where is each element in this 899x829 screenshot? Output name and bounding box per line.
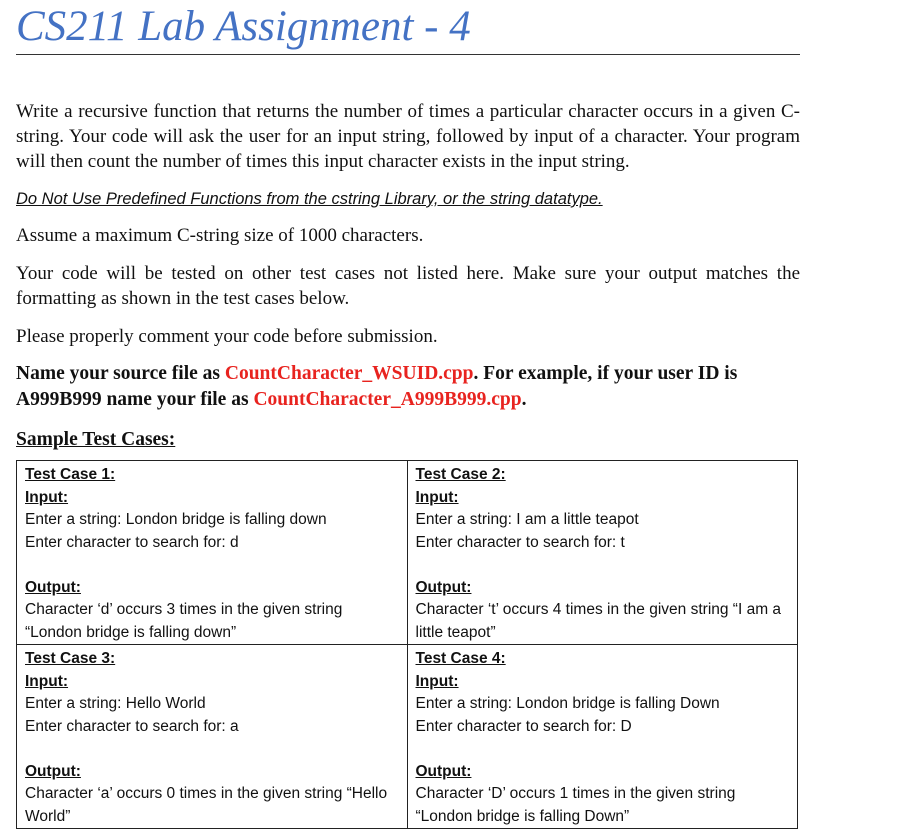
test-case-cell xyxy=(407,645,798,829)
naming-text-2: . For example, if your user ID is A999B999 name your file as xyxy=(16,363,738,410)
output-label: Output: xyxy=(415,578,472,596)
blank-line xyxy=(25,738,399,761)
blank-line xyxy=(25,554,399,577)
output-text: Character ‘D’ occurs 1 times in the given string “London bridge is falling Down” xyxy=(415,785,736,825)
input-string-line: Enter a string: I am a little teapot xyxy=(415,511,639,528)
intro-paragraph: Write a recursive function that returns the number of times a particular character occurs in a given C-string. Your code will ask the user for an input string, followed by input of a character. Your program will then count the number of times this input character exists in the input string. xyxy=(16,101,800,172)
file-naming-paragraph xyxy=(16,361,800,413)
test-case-cell xyxy=(17,461,408,645)
filename-example: CountCharacter_A999B999.cpp xyxy=(253,389,522,410)
input-string-line: Enter a string: Hello World xyxy=(25,695,206,712)
output-label: Output: xyxy=(25,762,81,780)
test-case-title: Test Case 1: xyxy=(25,466,116,483)
blank-line xyxy=(416,554,790,577)
naming-text-3: . xyxy=(521,389,527,410)
input-label: Input: xyxy=(415,488,459,506)
test-case-title: Test Case 3: xyxy=(25,650,116,667)
input-char-line: Enter character to search for: a xyxy=(25,717,239,735)
test-case-title: Test Case 2: xyxy=(415,466,506,483)
filename-template: CountCharacter_WSUID.cpp xyxy=(224,363,474,384)
input-label: Input: xyxy=(415,672,459,690)
output-label: Output: xyxy=(415,762,472,780)
test-case-cell xyxy=(407,461,798,645)
input-string-line: Enter a string: London bridge is falling down xyxy=(25,511,327,528)
blank-line xyxy=(416,738,790,761)
input-char-line: Enter character to search for: t xyxy=(415,533,625,551)
sample-test-cases-heading: Sample Test Cases: xyxy=(16,429,176,450)
table-row xyxy=(17,645,798,829)
output-label: Output: xyxy=(25,578,81,596)
comment-paragraph: Please properly comment your code before submission. xyxy=(16,326,438,347)
output-text: Character ‘a’ occurs 0 times in the given string “Hello World” xyxy=(25,785,388,825)
testing-paragraph: Your code will be tested on other test cases not listed here. Make sure your output matches the formatting as shown in the test cases below. xyxy=(16,263,800,309)
page-title: CS211 Lab Assignment - 4 xyxy=(16,2,800,55)
table-row xyxy=(17,461,798,645)
input-label: Input: xyxy=(25,488,69,506)
test-case-cell xyxy=(17,645,408,829)
test-case-title: Test Case 4: xyxy=(415,650,506,667)
warning-note: Do Not Use Predefined Functions from the cstring Library, or the string datatype. xyxy=(16,190,603,208)
output-text: Character ‘t’ occurs 4 times in the given string “I am a little teapot” xyxy=(415,601,782,641)
input-char-line: Enter character to search for: D xyxy=(415,717,632,735)
assumption-paragraph: Assume a maximum C-string size of 1000 characters. xyxy=(16,225,424,246)
document-page xyxy=(16,0,800,829)
input-char-line: Enter character to search for: d xyxy=(25,533,239,551)
test-cases-table xyxy=(16,460,798,829)
naming-text-1: Name your source file as xyxy=(16,363,225,384)
input-string-line: Enter a string: London bridge is falling Down xyxy=(415,695,720,712)
output-text: Character ‘d’ occurs 3 times in the given string “London bridge is falling down” xyxy=(25,601,343,641)
input-label: Input: xyxy=(25,672,69,690)
